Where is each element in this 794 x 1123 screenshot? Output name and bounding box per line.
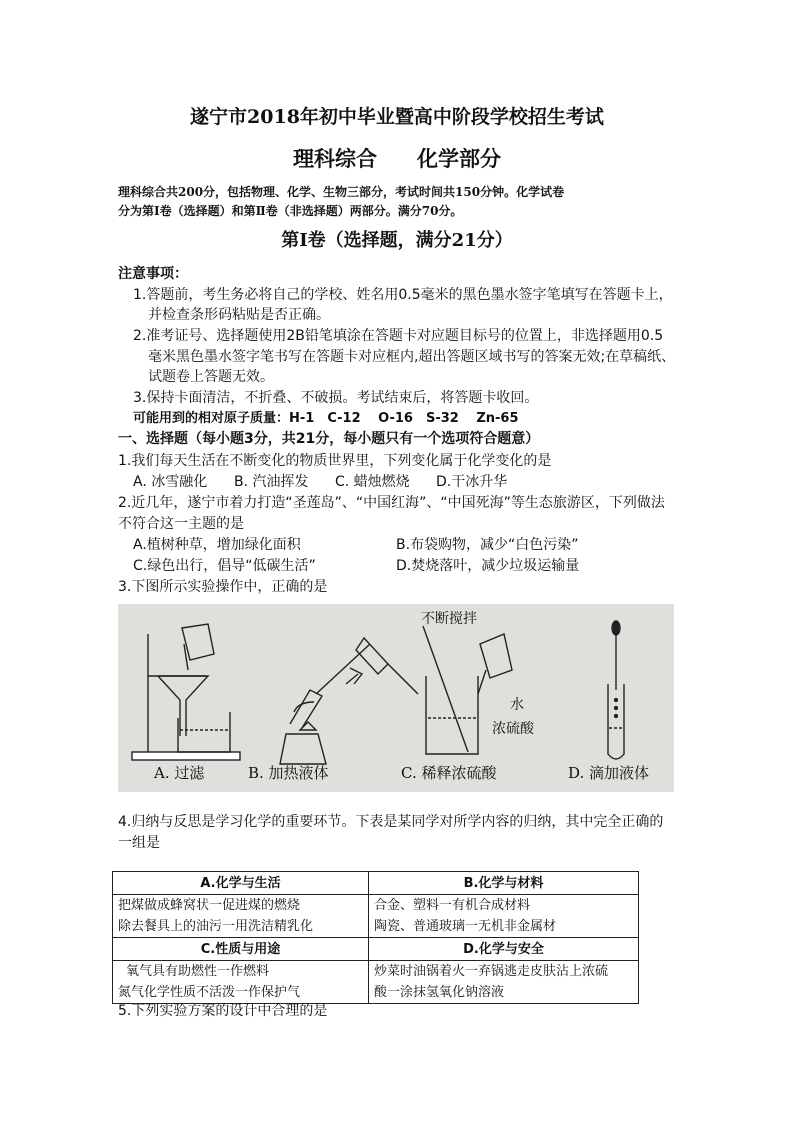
notes-line-5: 试题卷上答题无效。 xyxy=(148,369,274,385)
notes-line-4: 毫米黑色墨水签字笔书写在答题卡对应框内,超出答题区域书写的答案无效;在草稿纸、 xyxy=(148,349,676,365)
q2-option-a: A.植树种草，增加绿化面积 xyxy=(133,537,301,553)
q3-figure xyxy=(118,604,674,792)
caption-d: D. 滴加液体 xyxy=(568,764,650,782)
q2-option-d: D.焚烧落叶，减少垃圾运输量 xyxy=(396,558,580,574)
q1-stem: 1.我们每天生活在不断变化的物质世界里，下列变化属于化学变化的是 xyxy=(118,453,552,469)
intro-line-2: 分为第Ⅰ卷（选择题）和第Ⅱ卷（非选择题）两部分。满分70分。 xyxy=(118,204,463,218)
notes-line-3: 2.准考证号、选择题使用2B铅笔填涂在答题卡对应题目标号的位置上，非选择题用0.5 xyxy=(133,328,664,344)
table-b-line-1: 合金、塑料一有机合成材料 xyxy=(374,898,531,913)
filtration-apparatus xyxy=(132,624,240,760)
notes-line-2: 并检查条形码粘贴是否正确。 xyxy=(148,307,330,323)
atomic-mass-line: 可能用到的相对原子质量：H-1 C-12 O-16 S-32 Zn-65 xyxy=(133,411,519,426)
exam-title: 遂宁市2018年初中毕业暨高中阶段学校招生考试 xyxy=(190,106,604,128)
label-water: 水 xyxy=(510,697,524,713)
table-a-line-1: 把煤做成蜂窝状一促进煤的燃烧 xyxy=(118,898,301,913)
table-head-d: D.化学与安全 xyxy=(369,938,639,961)
table-a-line-2: 除去餐具上的油污一用洗洁精乳化 xyxy=(118,919,314,934)
label-stir: 不断搅拌 xyxy=(421,611,477,627)
notes-line-1: 1.答题前，考生务必将自己的学校、姓名用0.5毫米的黑色墨水签字笔填写在答题卡上， xyxy=(133,287,673,303)
table-head-a: A.化学与生活 xyxy=(113,872,369,895)
q2-option-b: B.布袋购物，减少“白色污染” xyxy=(396,537,579,553)
table-head-c: C.性质与用途 xyxy=(113,938,369,961)
q1-option-b: B. 汽油挥发 xyxy=(234,474,309,490)
caption-c: C. 稀释浓硫酸 xyxy=(401,764,497,782)
intro-line-1: 理科综合共200分，包括物理、化学、生物三部分，考试时间共150分钟。化学试卷 xyxy=(118,185,565,199)
caption-a: A. 过滤 xyxy=(154,764,205,782)
q2-stem-line-2: 不符合这一主题的是 xyxy=(118,516,244,532)
q4-stem-line-1: 4.归纳与反思是学习化学的重要环节。下表是某同学对所学内容的归纳，其中完全正确的 xyxy=(118,814,664,830)
section-title: 第Ⅰ卷（选择题，满分21分） xyxy=(281,230,513,251)
q1-option-c: C. 蜡烛燃烧 xyxy=(335,474,410,490)
q1-option-d: D.干冰升华 xyxy=(436,474,508,490)
part1-heading: 一、选择题（每小题3分，共21分，每小题只有一个选项符合题意） xyxy=(118,431,540,447)
exam-subtitle xyxy=(0,144,794,174)
table-d-line-2: 酸一涂抹氢氧化钠溶液 xyxy=(374,985,505,1000)
q4-stem-line-2: 一组是 xyxy=(118,835,160,851)
table-b-line-2: 陶瓷、普通玻璃一无机非金属材 xyxy=(374,919,557,934)
table-d-line-1: 炒菜时油锅着火一弃锅逃走皮肤沾上浓硫 xyxy=(374,964,609,979)
q2-stem-line-1: 2.近几年，遂宁市着力打造“圣莲岛”、“中国红海”、“中国死海”等生态旅游区，下列做法 xyxy=(118,495,665,511)
heating-apparatus xyxy=(280,638,418,764)
notes-heading: 注意事项： xyxy=(118,266,188,282)
table-cell-c xyxy=(113,961,369,1004)
table-cell-d xyxy=(369,961,639,1004)
table-c-line-1: 氧气具有助燃性一作燃料 xyxy=(126,964,270,979)
table-cell-b xyxy=(369,895,639,938)
q2-option-c: C.绿色出行，倡导“低碳生活” xyxy=(133,558,316,574)
caption-b: B. 加热液体 xyxy=(248,764,329,782)
subtitle-subject: 理科综合 xyxy=(293,146,377,171)
q3-stem: 3.下图所示实验操作中，正确的是 xyxy=(118,579,328,595)
table-cell-a xyxy=(113,895,369,938)
label-acid: 浓硫酸 xyxy=(492,721,534,737)
table-head-b: B.化学与材料 xyxy=(369,872,639,895)
q1-option-a: A. 冰雪融化 xyxy=(133,474,208,490)
table-c-line-2: 氮气化学性质不活泼一作保护气 xyxy=(118,985,301,1000)
dropper-apparatus xyxy=(608,621,624,759)
q5-stem: 5.下列实验方案的设计中合理的是 xyxy=(118,1003,328,1019)
q4-table xyxy=(112,871,639,1004)
subtitle-part: 化学部分 xyxy=(417,146,501,171)
notes-line-6: 3.保持卡面清洁，不折叠、不破损。考试结束后，将答题卡收回。 xyxy=(133,390,539,406)
